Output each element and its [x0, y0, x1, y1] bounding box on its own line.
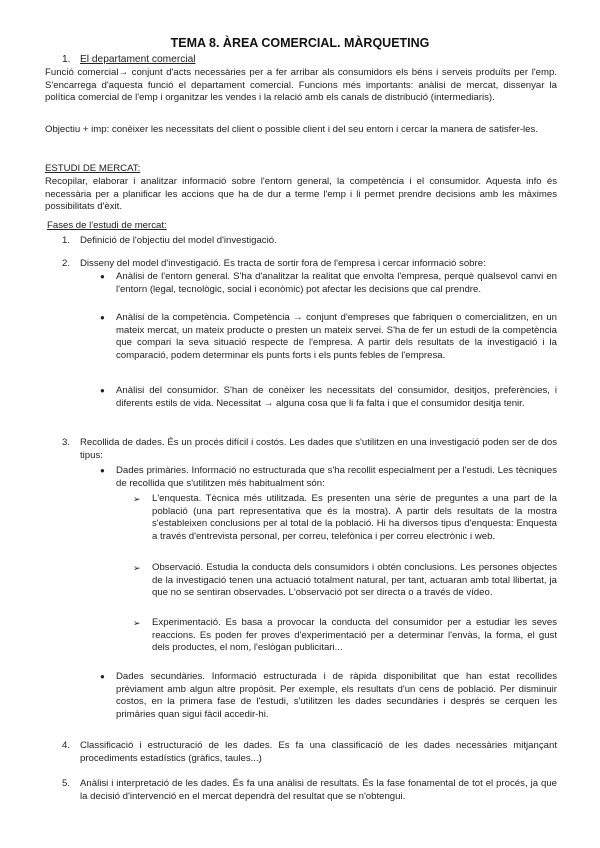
- market-study-heading: ESTUDI DE MERCAT:: [45, 163, 141, 174]
- bullet-icon: ●: [100, 313, 105, 322]
- section-heading: El departament comercial: [80, 54, 196, 65]
- list-item: Anàlisi de la competència. Competència → conjunt d'empreses que fabriquen o comercialitzen, en un mateix mercat, un mateix producte o presten un mateix servei. S'ha de fer un estudi de la competència que compari la seva situació respecte de l'empresa. A partir dels resultats de la investigació i la comparació, podem determinar els punts forts i els punts febles de l'empresa.: [116, 312, 557, 361]
- bullet-icon: ●: [100, 466, 105, 475]
- page-title: TEMA 8. ÀREA COMERCIAL. MÀRQUETING: [170, 36, 430, 50]
- list-item: Anàlisi del consumidor. S'han de conèixer les necessitats del consumidor, desitjos, preferències, i diferents estils de vida. Necessitat → alguna cosa que li fa falta i que el consumidor desitja tenir.: [116, 385, 557, 409]
- sub-list-item: Observació. Estudia la conducta dels consumidors i obtén conclusions. Les persones objectes de la investigació tenen una actuació totalment natural, per tant, actuaran amb total llibertat, ja que no se sentiran observades. L'observació pot ser directa o a través de vídeo.: [152, 562, 557, 599]
- arrow-bullet-icon: ➢: [133, 618, 141, 628]
- step-number: 3.: [62, 437, 71, 448]
- sub-list-item: Experimentació. Es basa a provocar la conducta del consumidor per a estudiar les seves reaccions. Es poden fer proves d'experimentació per a determinar l'envàs, la forma, el gust dels productes, el nom, l'eslògan publicitari...: [152, 617, 557, 654]
- step-number: 2.: [62, 258, 71, 269]
- arrow-bullet-icon: ➢: [133, 494, 141, 504]
- step-text: Classificació i estructuració de les dades. Es fa una classificació de les dades necessàries mitjançant procediments estadístics (gràfics, taules...): [80, 740, 557, 764]
- arrow-bullet-icon: ➢: [133, 563, 141, 573]
- step-text: Recollida de dades. És un procés difícil i costós. Les dades que s'utilitzen en una investigació poden ser de dos tipus:: [80, 437, 557, 461]
- sub-list-item: L'enquesta. Tècnica més utilitzada. Es presenten una sèrie de preguntes a una part de la població (una part representativa que és la mostra). A partir dels resultats de la mostra s'estableixen conclusions per al total de la població. Hi ha diversos tipus d'enquesta: Enquesta a través d'entrevista personal, per correu, telefònica i per correu electrònic i web.: [152, 493, 557, 542]
- step-number: 1.: [62, 235, 71, 246]
- phases-heading: Fases de l'estudi de mercat:: [47, 220, 167, 231]
- list-item: Anàlisi de l'entorn general. S'ha d'analitzar la realitat que envolta l'empresa, perquè qualsevol canvi en l'entorn (legal, tecnològic, social i econòmic) pot afectar les decisions que cal prendre.: [116, 271, 557, 295]
- market-study-paragraph: Recopilar, elaborar i analitzar informació sobre l'entorn general, la competència i el consumidor. Aquesta info és necessària per a planificar les accions que ha de dur a terme l'emp i li permet prendre decisions amb les màximes possibilitats d'èxit.: [45, 176, 557, 213]
- bullet-icon: ●: [100, 672, 105, 681]
- step-number: 4.: [62, 740, 71, 751]
- step-number: 5.: [62, 778, 71, 789]
- objective-paragraph: Objectiu + imp: conèixer les necessitats del client o possible client i del seu entorn i cercar la manera de satisfer-les.: [45, 124, 538, 135]
- bullet-icon: ●: [100, 386, 105, 395]
- section-number: 1.: [62, 54, 71, 65]
- step-text: Disseny del model d'investigació. Es tracta de sortir fora de l'empresa i cercar informació sobre:: [80, 258, 486, 269]
- step-text: Anàlisi i interpretació de les dades. És fa una anàlisi de resultats. És la fase fonamental de tot el procés, ja que la decisió d'intervenció en el mercat dependrà del resultat que se n'obtengui.: [80, 778, 557, 802]
- list-item: Dades secundàries. Informació estructurada i de ràpida disponibilitat que han estat recollides prèviament amb algun altre propòsit. Per exemple, els resultats d'un cens de població. Per disminuir costos, en la primera fase de l'estudi, s'utilitzen les dades secundàries i després se cerquen les primàries quan sigui fàcil accedir-hi.: [116, 671, 557, 720]
- intro-paragraph: Funció comercial→ conjunt d'acts necessàries per a fer arribar als consumidors els béns i serveis produïts per l'emp. S'encarrega d'aquesta funció el departament comercial. Funcions més importants: anàlisi de mercat, dissenyar la política comercial de l'emp i organitzar les vendes i la relació amb els canals de distribució (intermediaris).: [45, 67, 557, 104]
- step-text: Definició de l'objectiu del model d'investigació.: [80, 235, 277, 246]
- bullet-icon: ●: [100, 272, 105, 281]
- list-item: Dades primàries. Informació no estructurada que s'ha recollit especialment per a l'estudi. Les tècniques de recollida que s'utilitzen més habitualment són:: [116, 465, 557, 489]
